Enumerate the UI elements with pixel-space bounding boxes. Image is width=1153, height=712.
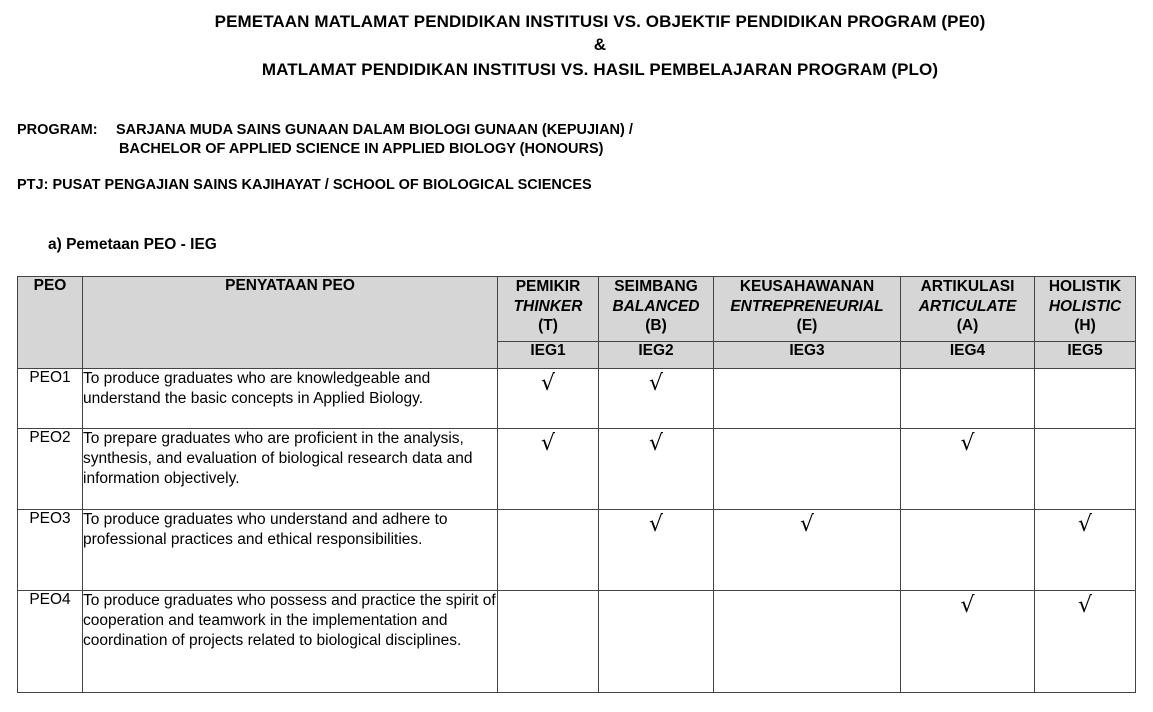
section-title: a) Pemetaan PEO - IEG xyxy=(48,236,217,253)
mapping-cell xyxy=(1035,369,1136,429)
category-header xyxy=(1035,277,1136,342)
ieg-header: IEG1 xyxy=(498,342,599,369)
category-malay: HOLISTIK xyxy=(1048,278,1122,295)
tick-mark-icon: √ xyxy=(1077,512,1093,537)
mapping-cell xyxy=(599,429,714,510)
column-header-statement: PENYATAAN PEO xyxy=(83,277,498,369)
peo-id: PEO2 xyxy=(18,429,83,510)
peo-ieg-mapping-table xyxy=(17,276,1136,693)
category-english: ENTREPRENEURIAL xyxy=(730,297,884,315)
mapping-cell xyxy=(901,429,1035,510)
ieg-header: IEG4 xyxy=(901,342,1035,369)
mapping-cell xyxy=(714,369,901,429)
document-title-line-1: PEMETAAN MATLAMAT PENDIDIKAN INSTITUSI VS. OBJEKTIF PENDIDIKAN PROGRAM (PE0) xyxy=(214,12,986,31)
category-code: (H) xyxy=(1074,317,1096,334)
tick-mark-icon: √ xyxy=(540,431,556,456)
category-malay: KEUSAHAWANAN xyxy=(739,278,875,295)
tick-mark-icon: √ xyxy=(960,593,975,618)
mapping-cell xyxy=(1035,429,1136,510)
tick-mark-icon: √ xyxy=(540,371,556,396)
category-code: (A) xyxy=(956,317,979,334)
mapping-cell xyxy=(599,510,714,591)
tick-mark-icon: √ xyxy=(648,371,664,396)
category-malay: ARTIKULASI xyxy=(920,278,1015,295)
program-name-malay: SARJANA MUDA SAINS GUNAAN DALAM BIOLOGI GUNAAN (KEPUJIAN) / xyxy=(116,122,633,138)
mapping-cell xyxy=(498,510,599,591)
mapping-cell xyxy=(1035,591,1136,693)
peo-statement: To produce graduates who possess and practice the spirit of cooperation and teamwork in the implementation and coordination of projects related to biological disciplines. xyxy=(83,591,498,693)
category-malay: PEMIKIR xyxy=(515,278,581,295)
category-code: (T) xyxy=(538,317,558,334)
mapping-cell xyxy=(714,510,901,591)
document-title-line-2: MATLAMAT PENDIDIKAN INSTITUSI VS. HASIL PEMBELAJARAN PROGRAM (PLO) xyxy=(261,60,939,79)
mapping-cell xyxy=(599,591,714,693)
peo-statement: To produce graduates who understand and adhere to professional practices and ethical responsibilities. xyxy=(83,510,498,591)
tick-mark-icon: √ xyxy=(960,431,975,456)
category-header xyxy=(498,277,599,342)
mapping-cell xyxy=(498,369,599,429)
category-header xyxy=(714,277,901,342)
tick-mark-icon: √ xyxy=(648,431,664,456)
tick-mark-icon: √ xyxy=(799,512,815,537)
program-label: PROGRAM: xyxy=(17,122,98,138)
table-row xyxy=(18,591,1136,693)
mapping-cell xyxy=(599,369,714,429)
column-header-peo: PEO xyxy=(18,277,83,369)
mapping-cell xyxy=(498,429,599,510)
category-header xyxy=(901,277,1035,342)
category-english: ARTICULATE xyxy=(918,297,1017,315)
category-english: BALANCED xyxy=(612,297,700,315)
mapping-cell xyxy=(901,591,1035,693)
mapping-cell xyxy=(498,591,599,693)
mapping-cell xyxy=(714,429,901,510)
category-code: (B) xyxy=(645,317,667,334)
category-code: (E) xyxy=(796,317,818,334)
mapping-cell xyxy=(901,510,1035,591)
ptj-line: PTJ: PUSAT PENGAJIAN SAINS KAJIHAYAT / SCHOOL OF BIOLOGICAL SCIENCES xyxy=(17,177,592,193)
category-header xyxy=(599,277,714,342)
program-name-english: BACHELOR OF APPLIED SCIENCE IN APPLIED BIOLOGY (HONOURS) xyxy=(119,141,604,157)
peo-id: PEO3 xyxy=(18,510,83,591)
mapping-cell xyxy=(714,591,901,693)
table-row xyxy=(18,429,1136,510)
ieg-header: IEG3 xyxy=(714,342,901,369)
mapping-cell xyxy=(901,369,1035,429)
peo-id: PEO1 xyxy=(18,369,83,429)
peo-statement: To produce graduates who are knowledgeable and understand the basic concepts in Applied Biology. xyxy=(83,369,498,429)
mapping-cell xyxy=(1035,510,1136,591)
tick-mark-icon: √ xyxy=(1077,593,1093,618)
peo-statement: To prepare graduates who are proficient in the analysis, synthesis, and evaluation of biological research data and information objectively. xyxy=(83,429,498,510)
tick-mark-icon: √ xyxy=(648,512,664,537)
category-malay: SEIMBANG xyxy=(614,278,698,295)
table-row xyxy=(18,369,1136,429)
document-title-ampersand: & xyxy=(593,35,607,54)
ieg-header: IEG5 xyxy=(1035,342,1136,369)
peo-id: PEO4 xyxy=(18,591,83,693)
category-english: THINKER xyxy=(513,297,583,315)
category-english: HOLISTIC xyxy=(1048,297,1122,315)
table-row xyxy=(18,510,1136,591)
ieg-header: IEG2 xyxy=(599,342,714,369)
